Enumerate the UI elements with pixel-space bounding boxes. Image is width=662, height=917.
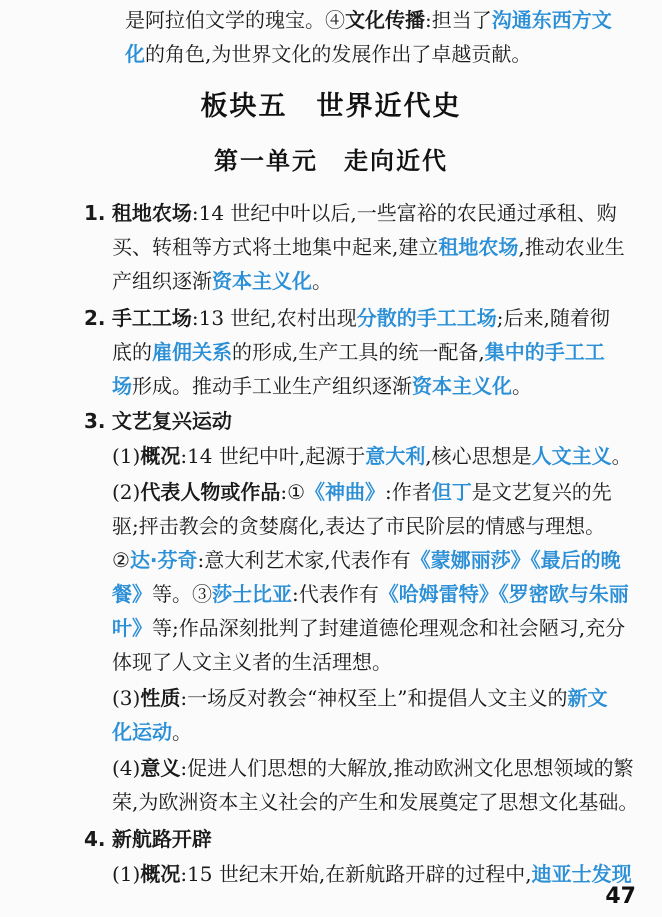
section-title: 板块五 世界近代史 [200, 91, 462, 122]
page-number: 47 [605, 884, 636, 909]
item-4-p1: (1)概况:15 世纪末开始,在新航路开辟的过程中,迪亚士发现 [112, 862, 632, 886]
item-3-p1: (1)概况:14 世纪中叶,起源于意大利,核心思想是人文主义。 [112, 444, 632, 468]
item-1-line-1: 1. 租地农场:14 世纪中叶以后,一些富裕的农民通过承租、购 [84, 201, 617, 225]
unit-title: 第一单元 走向近代 [214, 147, 448, 175]
item-3-heading: 3. 文艺复兴运动 [84, 409, 232, 433]
item-3-p4-line-2: 荣,为欧洲资本主义社会的产生和发展奠定了思想文化基础。 [112, 790, 639, 814]
item-3-p2-line-4: 餐》等。③莎士比亚:代表作有《哈姆雷特》《罗密欧与朱丽 [112, 582, 629, 606]
item-3-p2-line-3: ②达·芬奇:意大利艺术家,代表作有《蒙娜丽莎》《最后的晚 [112, 548, 621, 572]
item-3-p2-line-5: 叶》等;作品深刻批判了封建道德伦理观念和社会陋习,充分 [112, 616, 626, 640]
item-3-p2-line-2: 驱;抨击教会的贪婪腐化,表达了市民阶层的情感与理想。 [112, 514, 606, 538]
continuation-line-2: 化的角色,为世界文化的发展作出了卓越贡献。 [125, 42, 532, 66]
item-3-p3-line-1: (3)性质:一场反对教会“神权至上”和提倡人文主义的新文 [112, 686, 608, 710]
item-1-line-3: 产组织逐渐资本主义化。 [112, 269, 332, 293]
item-3-p3-line-2: 化运动。 [112, 720, 192, 744]
item-3-p2-line-6: 体现了人文主义者的生活理想。 [112, 650, 392, 674]
item-2-line-2: 底的雇佣关系的形成,生产工具的统一配备,集中的手工工 [112, 340, 605, 364]
item-3-p2-line-1: (2)代表人物或作品:①《神曲》:作者但丁是文艺复兴的先 [112, 480, 612, 504]
item-2-line-3: 场形成。推动手工业生产组织逐渐资本主义化。 [112, 374, 532, 398]
item-2-line-1: 2. 手工工场:13 世纪,农村出现分散的手工工场;后来,随着彻 [84, 306, 610, 330]
item-3-p4-line-1: (4)意义:促进人们思想的大解放,推动欧洲文化思想领域的繁 [112, 756, 634, 780]
item-4-heading: 4. 新航路开辟 [84, 827, 212, 851]
item-1-line-2: 买、转租等方式将土地集中起来,建立租地农场,推动农业生 [112, 235, 625, 259]
continuation-line-1: 是阿拉伯文学的瑰宝。④文化传播:担当了沟通东西方文 [125, 8, 612, 32]
